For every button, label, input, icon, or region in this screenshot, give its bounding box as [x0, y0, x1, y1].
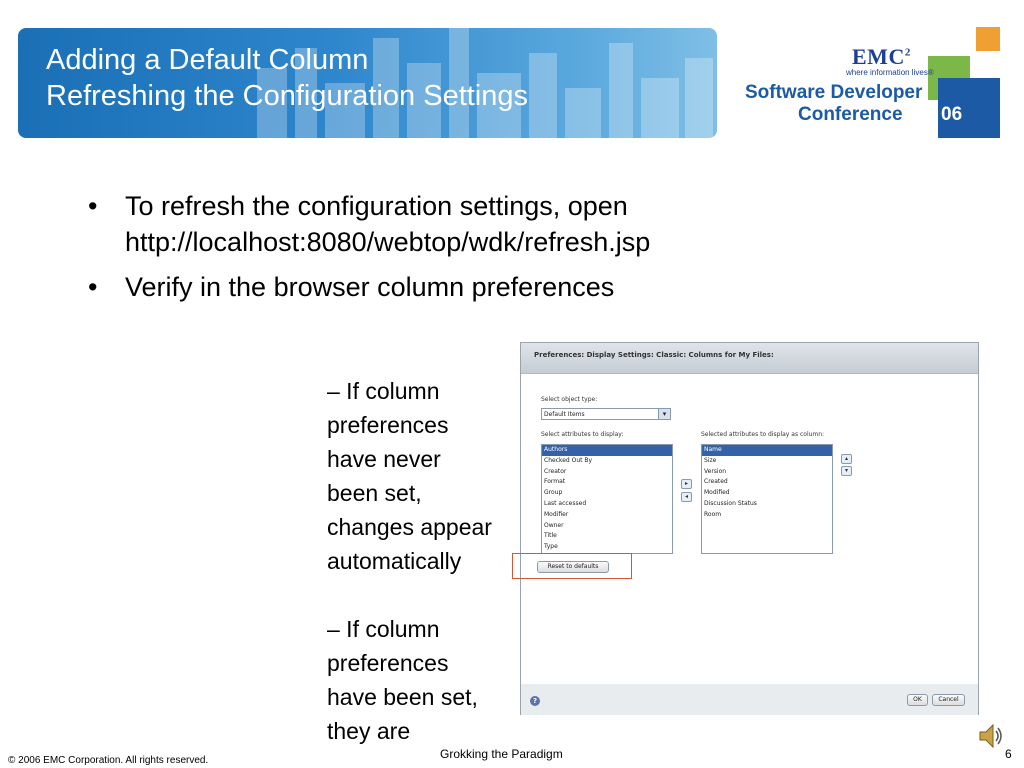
sub-point: – If column preferences have been set, they are — [327, 616, 478, 744]
copyright-text: © 2006 EMC Corporation. All rights reserved. — [8, 755, 209, 766]
sub-point: – If column preferences have never been set, changes appear automatically — [327, 378, 492, 574]
move-right-button[interactable]: ▸ — [681, 479, 692, 489]
cancel-button[interactable]: Cancel — [932, 694, 965, 706]
speaker-icon[interactable] — [978, 722, 1004, 750]
dialog-body — [521, 374, 978, 684]
bullet-dot: • — [88, 191, 98, 221]
slide-title-line1: Adding a Default Column — [46, 44, 369, 76]
emc-wordmark: EMC$^2$ — [852, 44, 911, 69]
bullet-text: Verify in the browser column preferences — [125, 272, 615, 302]
footer-title: Grokking the Paradigm — [440, 747, 563, 761]
logo-square-orange — [976, 27, 1000, 51]
dialog-title-bar — [521, 343, 978, 374]
list-item[interactable]: Discussion Status — [704, 499, 757, 507]
conference-name-line1: Software Developer — [745, 82, 923, 103]
help-icon[interactable]: ? — [530, 696, 540, 706]
reset-to-defaults-button[interactable]: Reset to defaults — [537, 561, 609, 573]
list-item[interactable]: Created — [704, 478, 728, 486]
bullet-item — [88, 269, 988, 305]
attributes-label: Select attributes to display: — [541, 431, 624, 438]
list-item[interactable]: Version — [704, 467, 727, 475]
list-item[interactable]: Type — [544, 543, 558, 551]
move-up-button[interactable]: ▴ — [841, 454, 852, 464]
object-type-label: Select object type: — [541, 396, 598, 403]
chevron-down-icon[interactable]: ▾ — [658, 409, 670, 419]
sub-points — [327, 374, 497, 768]
list-item[interactable]: Format — [544, 478, 566, 486]
dialog-title: Preferences: Display Settings: Classic: Columns for My Files: — [534, 351, 774, 359]
list-item[interactable]: Last accessed — [544, 499, 587, 507]
slide-title — [46, 42, 528, 114]
list-item[interactable]: Modifier — [544, 510, 569, 518]
list-item[interactable]: Room — [704, 510, 722, 518]
title-banner — [18, 28, 717, 138]
list-item[interactable]: Group — [544, 489, 563, 497]
slide-title-line2: Refreshing the Configuration Settings — [46, 80, 529, 112]
selected-attributes-label: Selected attributes to display as column: — [701, 431, 825, 438]
reset-highlight-box — [512, 553, 632, 579]
selected-attributes-list[interactable] — [701, 444, 833, 554]
list-item[interactable]: Modified — [704, 489, 730, 497]
conference-logo — [740, 24, 1010, 140]
list-item[interactable]: Authors — [542, 445, 672, 456]
move-left-button[interactable]: ◂ — [681, 492, 692, 502]
move-down-button[interactable]: ▾ — [841, 466, 852, 476]
dialog-footer — [521, 684, 978, 715]
list-item[interactable]: Title — [544, 532, 557, 540]
logo-tagline: where information lives® — [846, 68, 934, 77]
available-attributes-list[interactable] — [541, 444, 673, 554]
page-number: 6 — [1005, 747, 1012, 761]
bullet-item — [88, 188, 988, 260]
list-item[interactable]: Creator — [544, 467, 567, 475]
ok-button[interactable]: OK — [907, 694, 928, 706]
bullet-list — [88, 188, 988, 314]
bullet-text: To refresh the configuration settings, open http://localhost:8080/webtop/wdk/refresh.jsp — [125, 191, 651, 257]
list-item[interactable]: Size — [704, 456, 717, 464]
conference-year: 06 — [941, 104, 963, 125]
list-item[interactable]: Name — [702, 445, 832, 456]
list-item[interactable]: Checked Out By — [544, 456, 593, 464]
conference-name-line2: Conference — [798, 104, 903, 125]
preferences-dialog — [520, 342, 979, 715]
list-item[interactable]: Owner — [544, 521, 564, 529]
object-type-select[interactable] — [541, 408, 671, 420]
object-type-value: Default Items — [544, 411, 585, 418]
bullet-dot: • — [88, 272, 98, 302]
